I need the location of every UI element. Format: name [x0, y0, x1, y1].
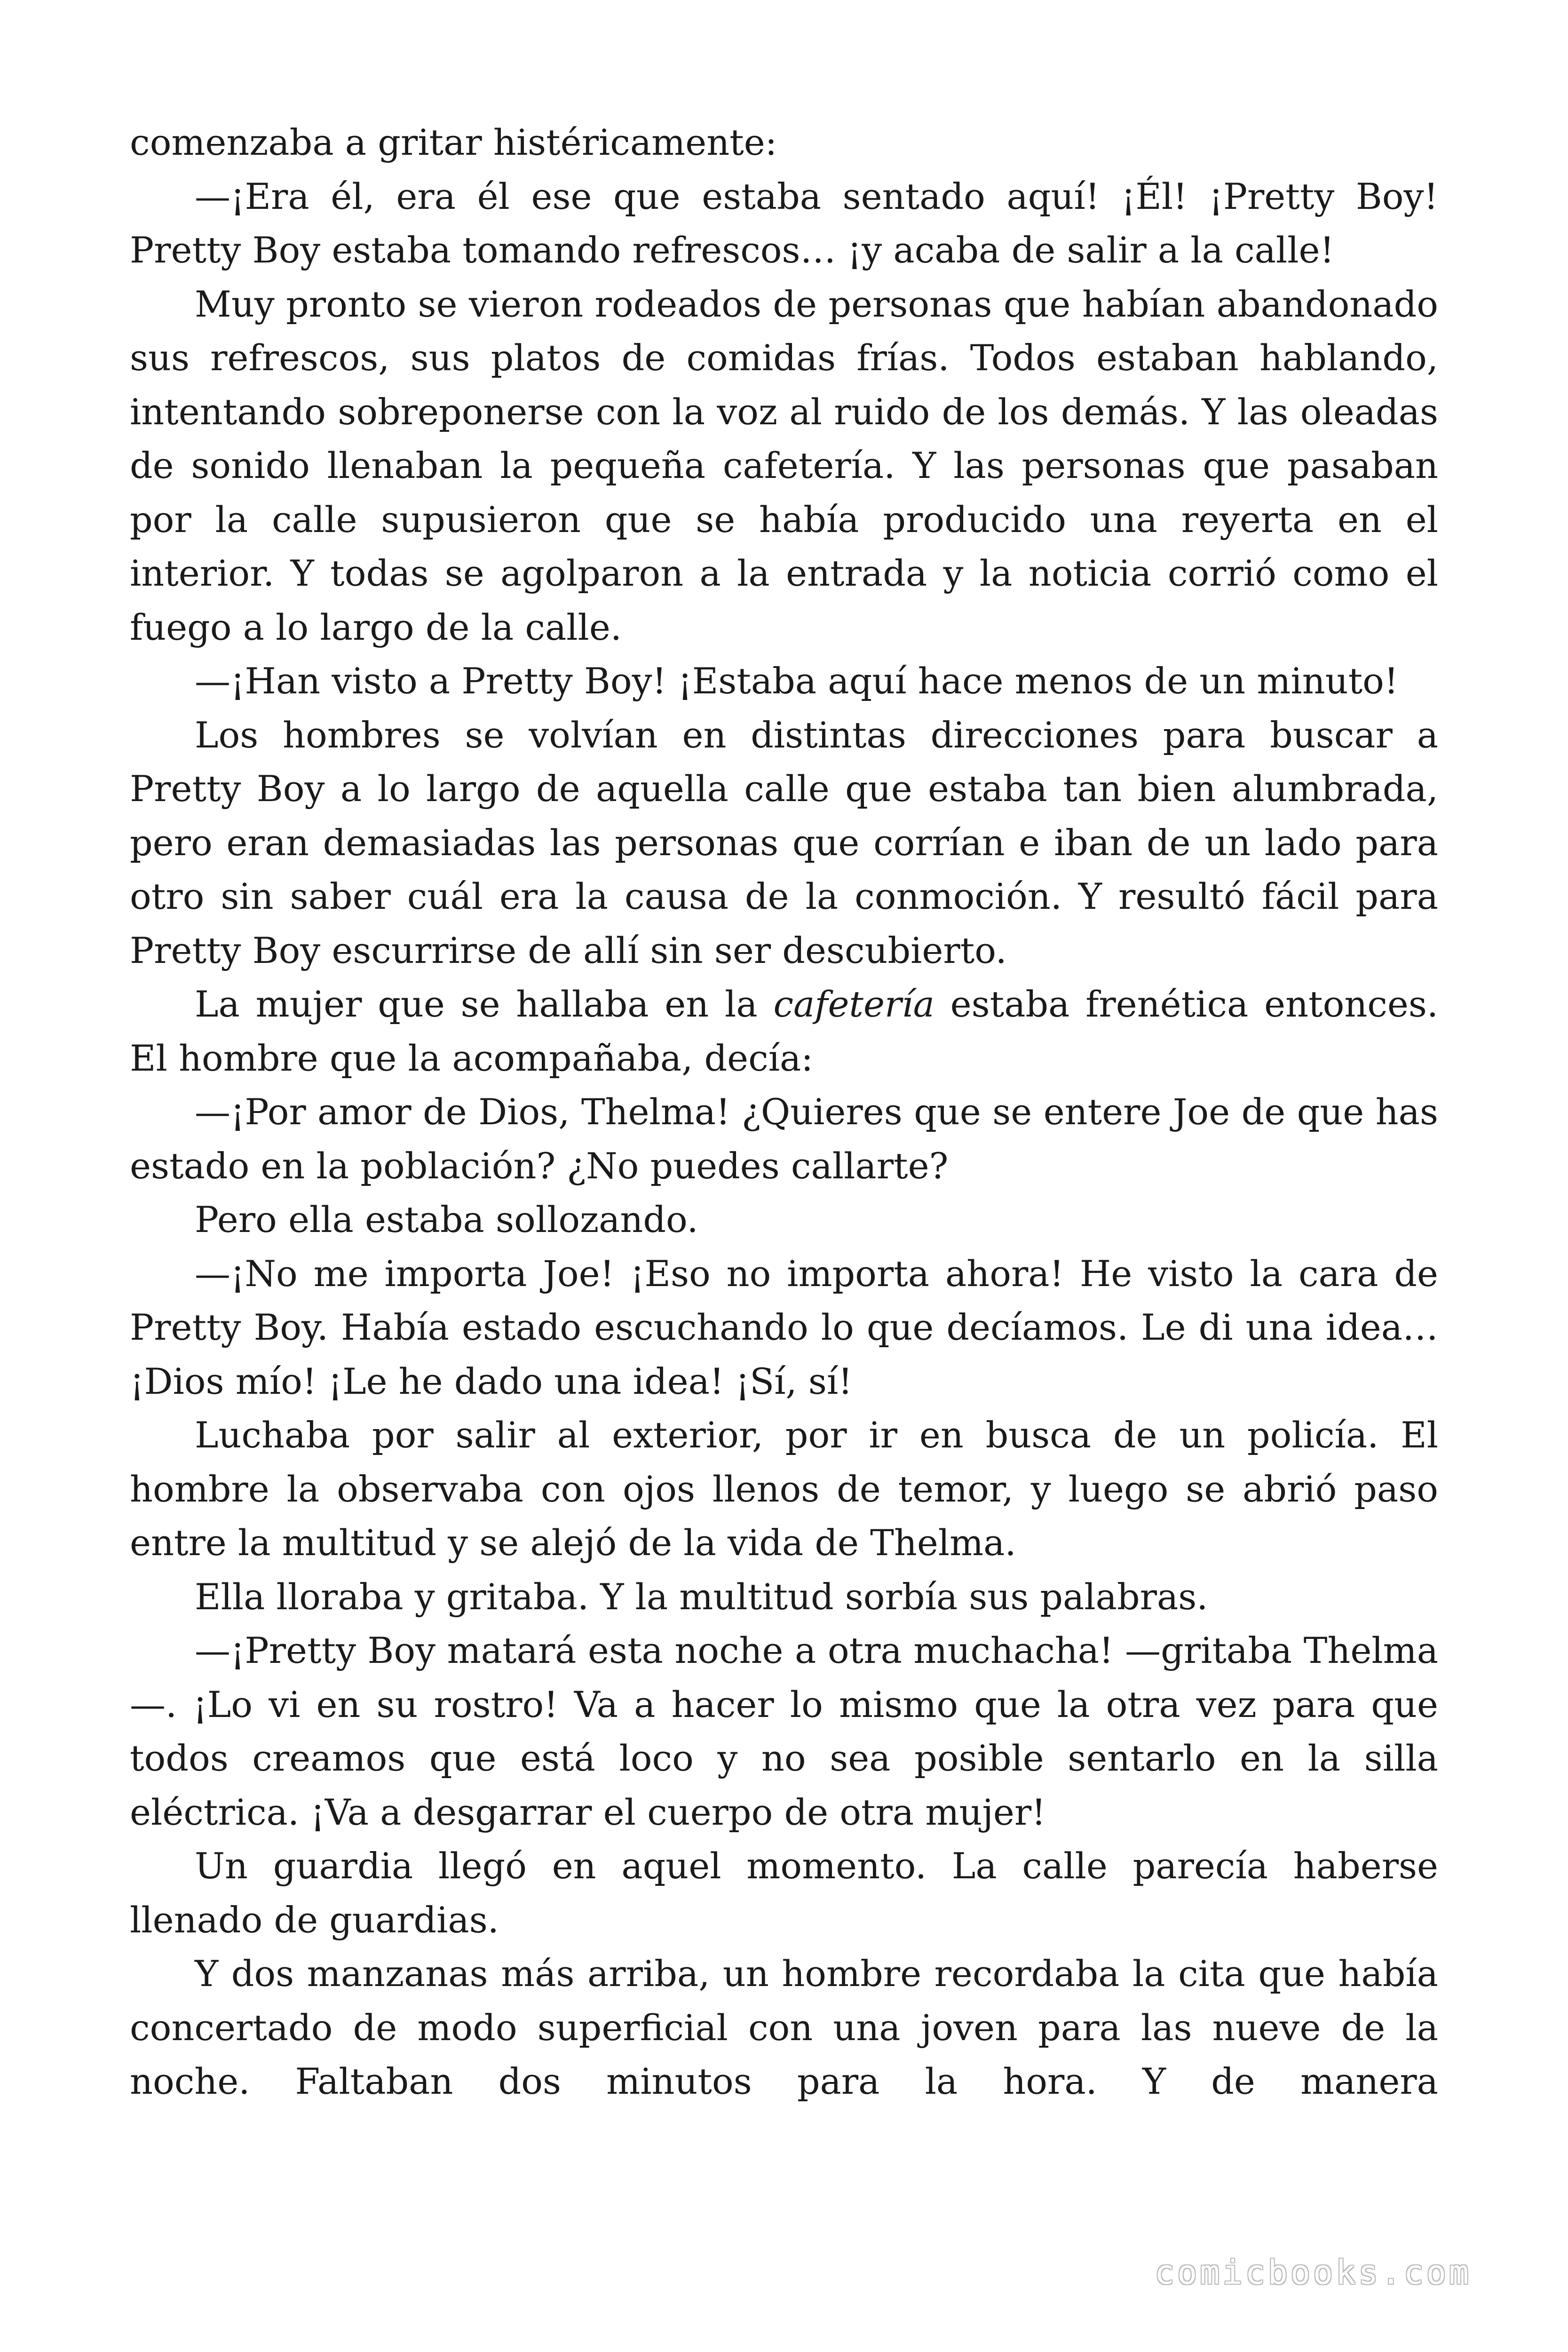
- paragraph-6-after: estaba frenética entonces. El hombre que la acompañaba, decía:: [130, 983, 1439, 1079]
- paragraph-7: —¡Por amor de Dios, Thelma! ¿Quieres que se entere Joe de que has estado en la población? ¿No puedes callarte?: [130, 1091, 1438, 1187]
- paragraph-8: Pero ella estaba sollozando.: [195, 1199, 698, 1240]
- paragraph-9: —¡No me importa Joe! ¡Eso no importa ahora! He visto la cara de Pretty Boy. Había estado escuchando lo que decíamos. Le di una idea… ¡Dios mío! ¡Le he dado una idea! ¡Sí, sí!: [130, 1252, 1438, 1402]
- paragraph-10: Luchaba por salir al exterior, por ir en busca de un policía. El hombre la observaba con ojos llenos de temor, y luego se abrió paso entre la multitud y se alejó de la vida de Thelma.: [130, 1414, 1438, 1564]
- paragraph-4: —¡Han visto a Pretty Boy! ¡Estaba aquí hace menos de un minuto!: [195, 660, 1399, 702]
- paragraph-5: Los hombres se volvían en distintas direcciones para buscar a Pretty Boy a lo largo de aquella calle que estaba tan bien alumbrada, pero eran demasiadas las personas que corrían e iban de un lado para otro sin saber cuál era la causa de la conmoción. Y resultó fácil para Pretty Boy escurrirse de allí sin ser descubierto.: [130, 714, 1438, 971]
- paragraph-6-before: La mujer que se hallaba en la: [195, 983, 774, 1025]
- paragraph-13: Un guardia llegó en aquel momento. La calle parecía haberse llenado de guardias.: [130, 1845, 1438, 1941]
- paragraph-11: Ella lloraba y gritaba. Y la multitud sorbía sus palabras.: [195, 1575, 1208, 1618]
- paragraph-2: —¡Era él, era él ese que estaba sentado aquí! ¡Él! ¡Pretty Boy! Pretty Boy estaba tomando refrescos… ¡y acaba de salir a la calle!: [130, 175, 1438, 271]
- paragraph-12: —¡Pretty Boy matará esta noche a otra muchacha! —gritaba Thelma—. ¡Lo vi en su rostro! Va a hacer lo mismo que la otra vez para que todos creamos que está loco y no sea posible sentarlo en la silla eléctrica. ¡Va a desgarrar el cuerpo de otra mujer!: [130, 1629, 1438, 1833]
- paragraph-6-emphasis: cafetería: [773, 983, 934, 1025]
- paragraph-1: comenzaba a gritar histéricamente:: [130, 121, 777, 163]
- paragraph-6: [130, 977, 1438, 1085]
- watermark: comicbooks.com: [1155, 2253, 1472, 2292]
- page-body: [130, 116, 1438, 2109]
- paragraph-3: Muy pronto se vieron rodeados de personas que habían abandonado sus refrescos, sus platos de comidas frías. Todos estaban hablando, intentando sobreponerse con la voz al ruido de los demás. Y las oleadas de sonido llenaban la pequeña cafetería. Y las personas que pasaban por la calle supusieron que se había producido una reyerta en el interior. Y todas se agolparon a la entrada y la noticia corrió como el fuego a lo largo de la calle.: [130, 283, 1438, 648]
- paragraph-14: Y dos manzanas más arriba, un hombre recordaba la cita que había concertado de modo superficial con una joven para las nueve de la noche. Faltaban dos minutos para la hora. Y de manera: [130, 1953, 1438, 2102]
